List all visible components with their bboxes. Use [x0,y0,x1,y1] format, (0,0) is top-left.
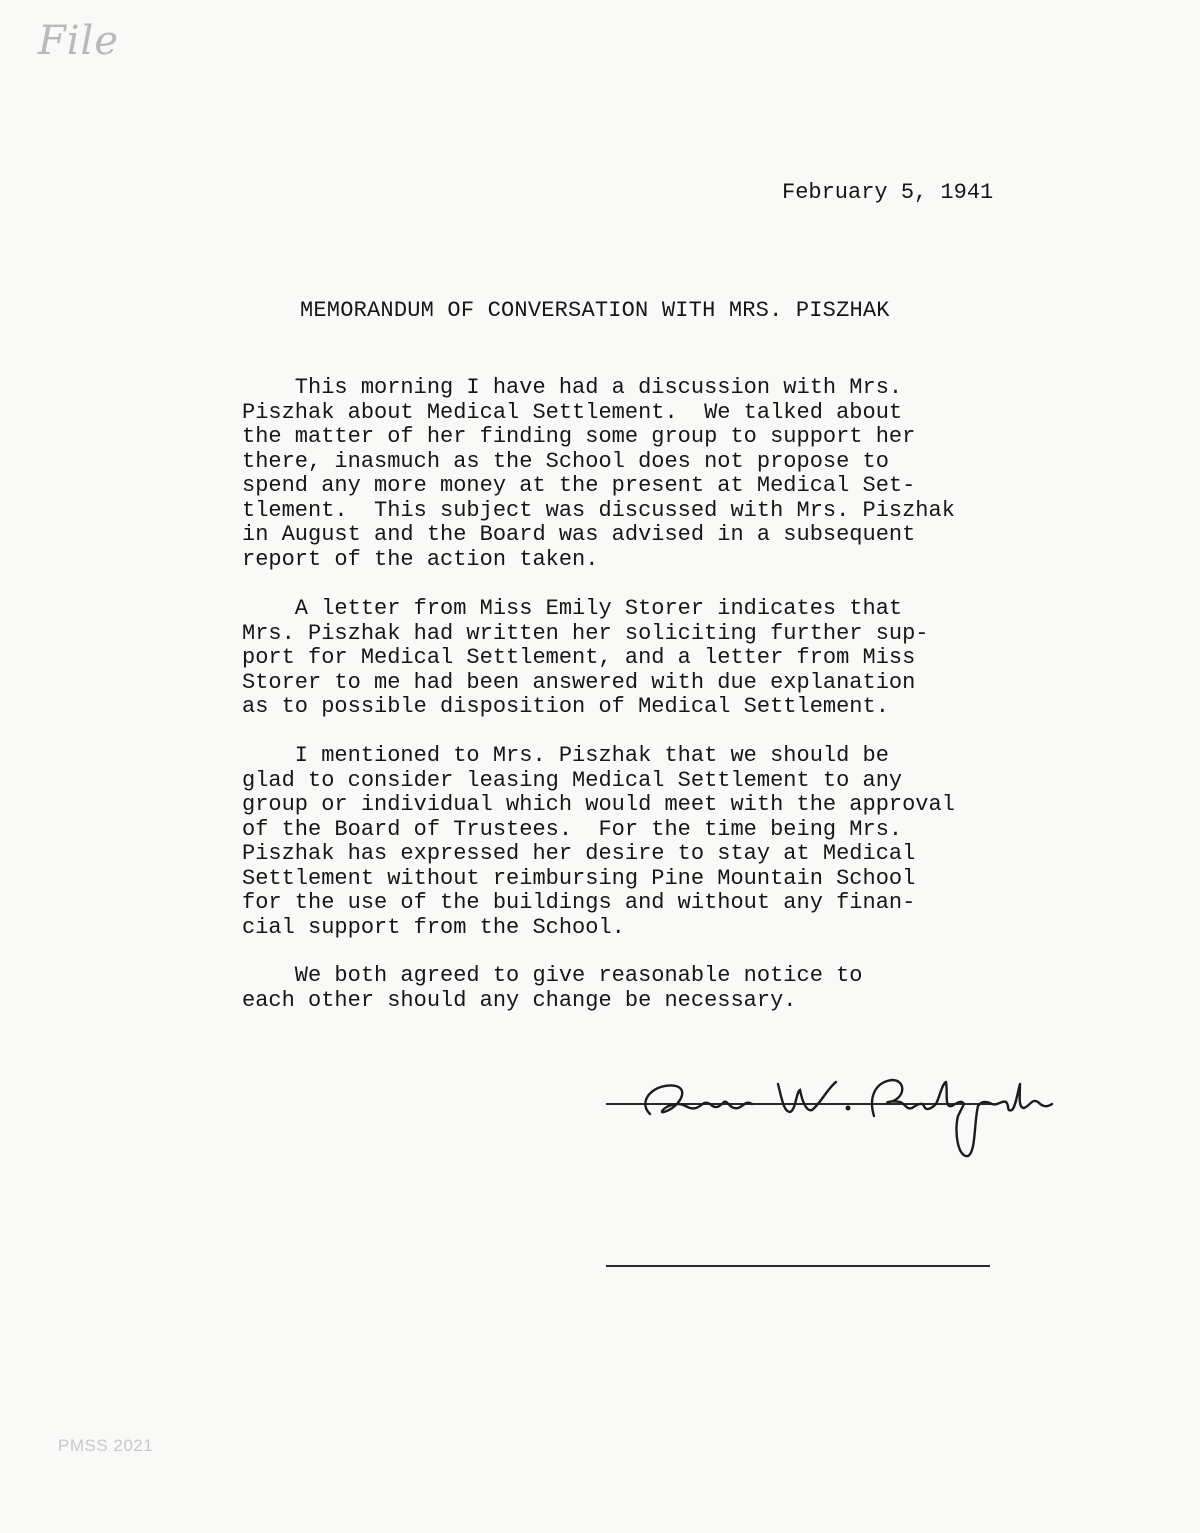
handwritten-file-note: File [38,18,120,64]
memo-heading: MEMORANDUM OF CONVERSATION WITH MRS. PISZHAK [300,298,890,323]
memo-paragraph-4: We both agreed to give reasonable notice to each other should any change be necessary. [242,963,863,1013]
memo-paragraph-1: This morning I have had a discussion with Mrs. Piszhak about Medical Settlement. We talked about the matter of her finding some group to support her there, inasmuch as the School does not propose to spend any more money at the present at Medical Set- tlement. This subject was discussed with Mrs. Piszhak in August and the Board was advised in a subsequent report of the action taken. [242,375,955,572]
handwritten-signature [606,1060,1056,1170]
memo-date: February 5, 1941 [782,180,994,205]
memo-paragraph-2: A letter from Miss Emily Storer indicates that Mrs. Piszhak had written her soliciting further sup- port for Medical Settlement, and a letter from Miss Storer to me had been answered with due explanation as to possible disposition of Medical Settlement. [242,596,929,719]
memo-paragraph-3: I mentioned to Mrs. Piszhak that we should be glad to consider leasing Medical Settlement to any group or individual which would meet with the approval of the Board of Trustees. For the time being Mrs. Piszhak has expressed her desire to stay at Medical Settlement without reimbursing Pine Mountain School for the use of the buildings and without any finan- cial support from the School. [242,743,955,940]
archive-stamp: PMSS 2021 [58,1436,154,1455]
second-signature-line [606,1265,990,1267]
